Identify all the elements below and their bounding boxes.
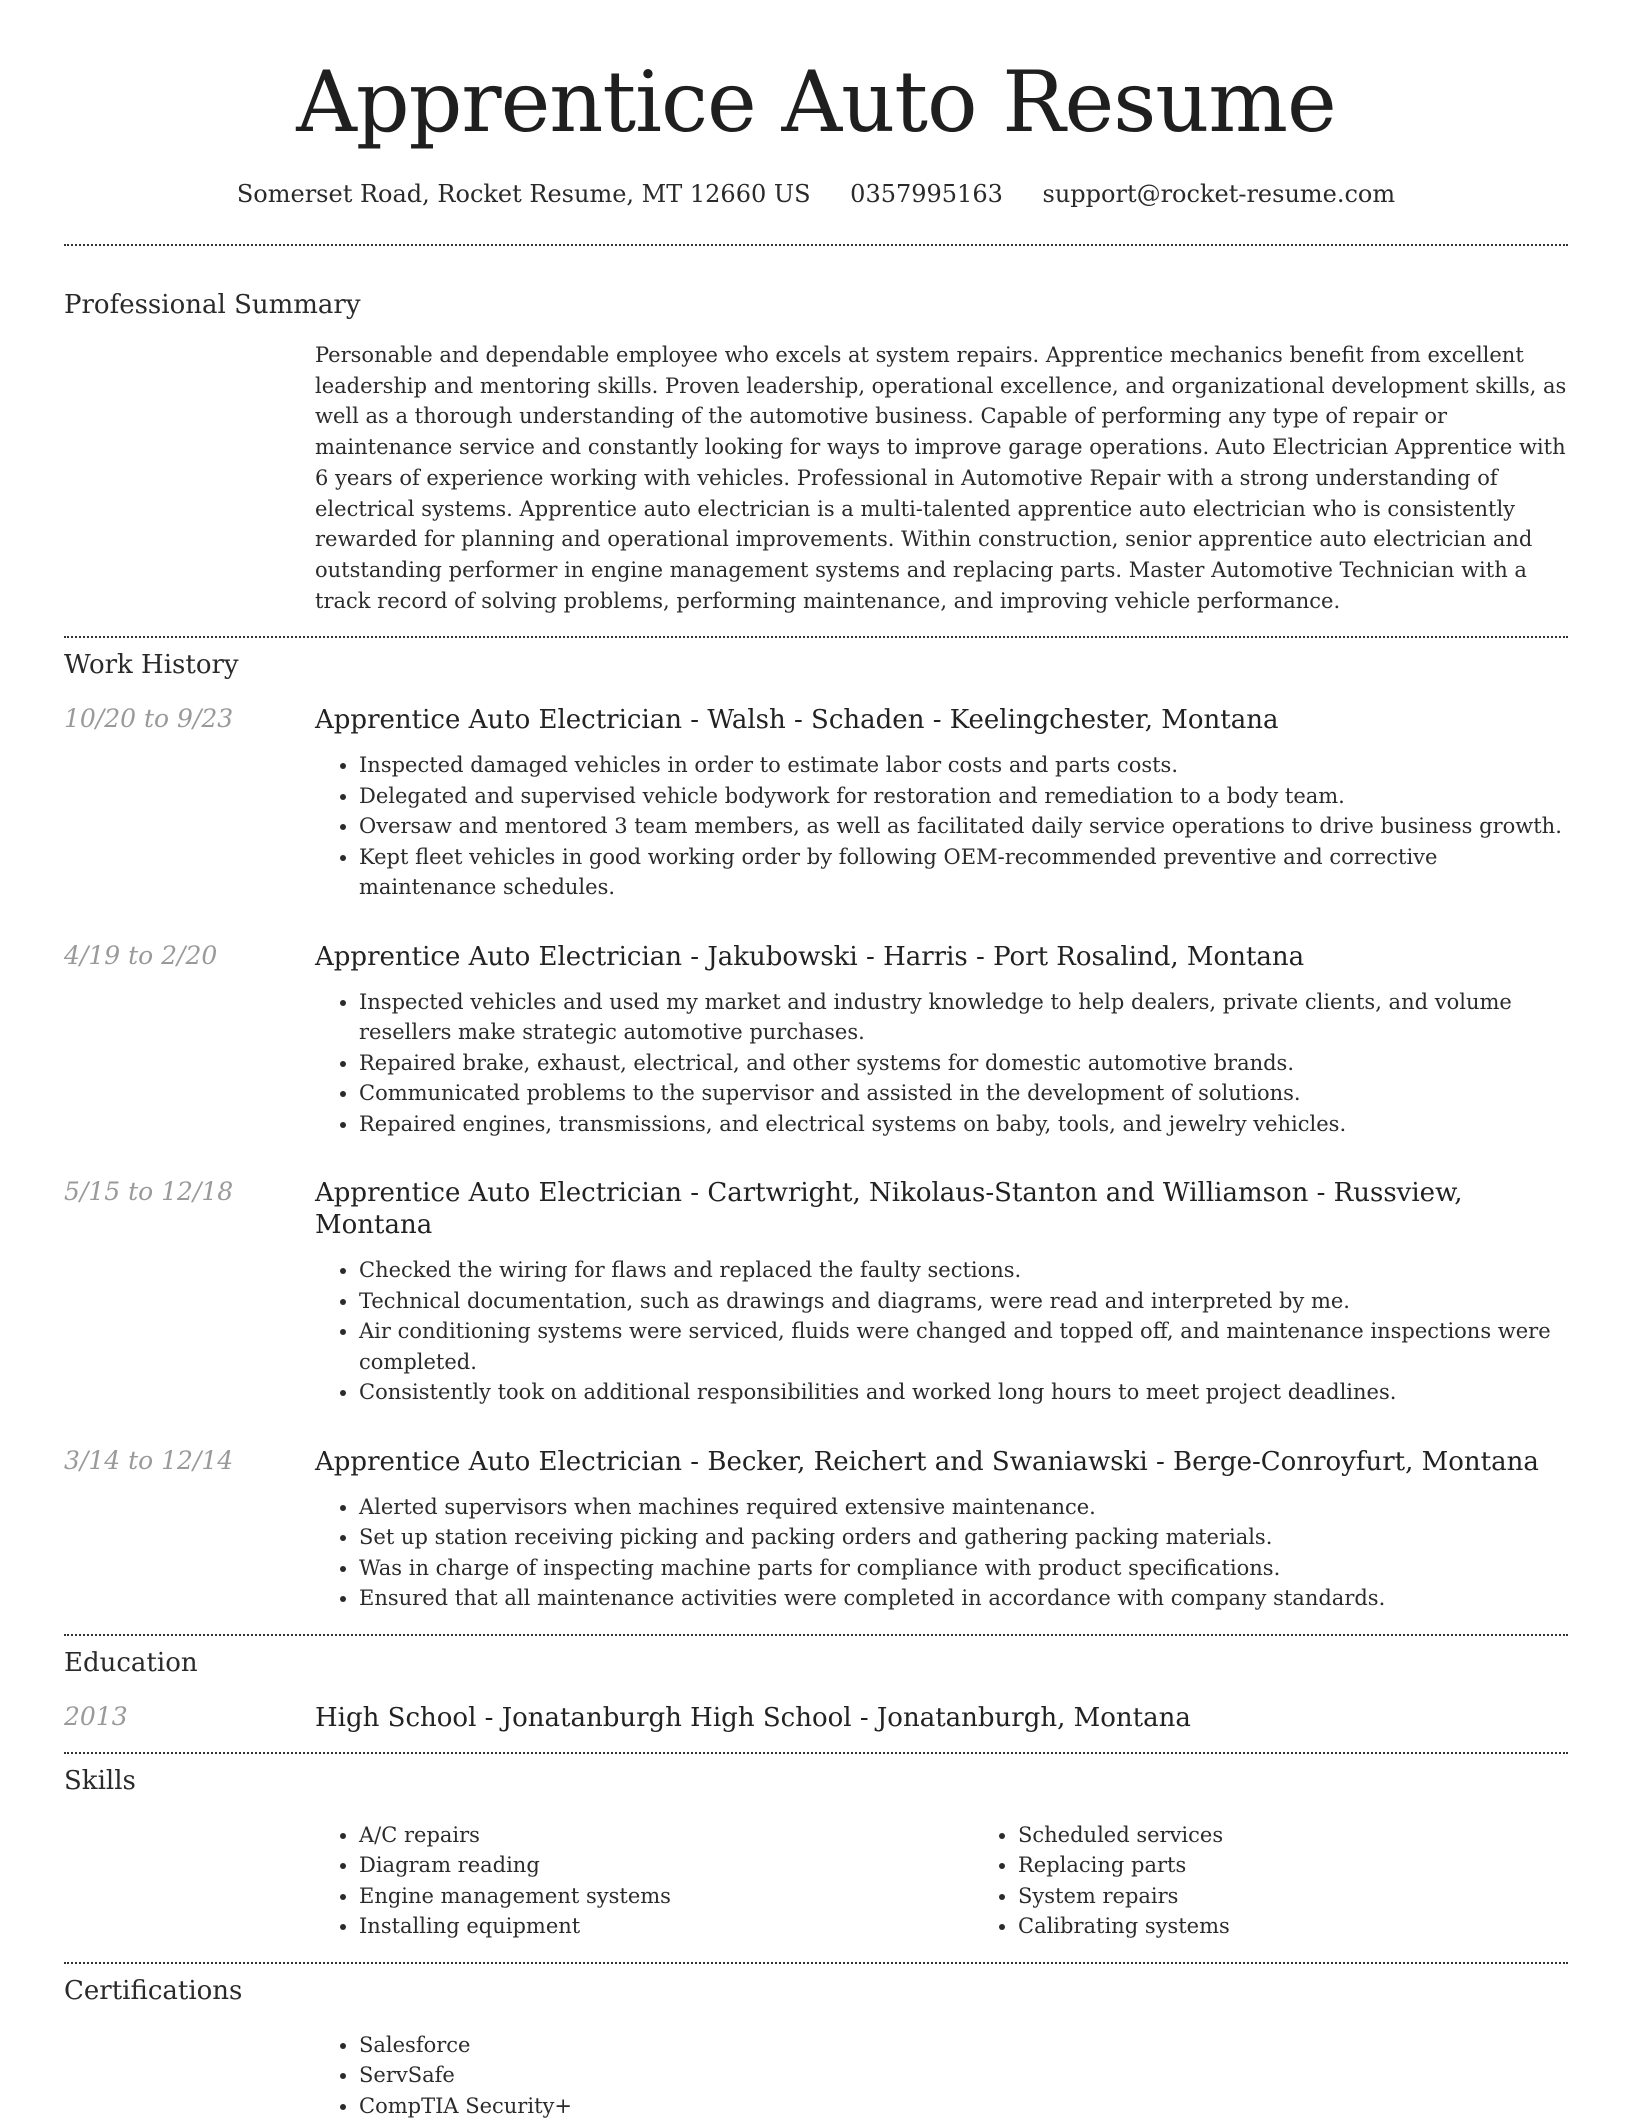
skills-list-right [974,1820,1632,1942]
job-bullet: • Communicated problems to the supervisor and assisted in the development of solutions. [359,1078,1568,1109]
job-dates: 5/15 to 12/18 [64,1177,234,1207]
job-dates: 3/14 to 12/14 [64,1445,234,1475]
skill-item: • System repairs [1018,1881,1632,1912]
job-bullet: • Checked the wiring for flaws and replaced the faulty sections. [359,1255,1568,1286]
job-bullet: • Inspected damaged vehicles in order to estimate labor costs and parts costs. [359,750,1568,781]
job-bullet: • Consistently took on additional responsibilities and worked long hours to meet project deadlines. [359,1377,1568,1408]
contact-address: Somerset Road, Rocket Resume, MT 12660 US [236,180,811,208]
job-dates: 10/20 to 9/23 [64,704,234,734]
job-dates: 4/19 to 2/20 [64,940,218,970]
contact-phone: 0357995163 [850,180,1003,208]
work-history-heading: Work History [64,650,239,681]
certifications-list [315,2030,1568,2121]
skill-item: • Installing equipment [359,1911,974,1942]
skills-row [64,1820,1568,1942]
job-title: Apprentice Auto Electrician - Jakubowski - Harris - Port Rosalind, Montana [315,941,1305,972]
contact-email: support@rocket-resume.com [1042,180,1396,208]
certifications-row [64,2030,1568,2121]
skill-item: • Engine management systems [359,1881,974,1912]
skill-item: • Calibrating systems [1018,1911,1632,1942]
job-bullet: • Air conditioning systems were serviced, fluids were changed and topped off, and maintenance inspections were completed. [359,1316,1568,1377]
skills-list-left [315,1820,974,1942]
job-bullet: • Delegated and supervised vehicle bodywork for restoration and remediation to a body team. [359,781,1568,812]
job-bullets [315,1492,1568,1614]
job-bullet: • Repaired brake, exhaust, electrical, and other systems for domestic automotive brands. [359,1048,1568,1079]
certifications-heading: Certifications [64,1975,243,2006]
job-bullet: • Oversaw and mentored 3 team members, as well as facilitated daily service operations to drive business growth. [359,811,1568,842]
job-bullets [315,1255,1568,1408]
job-bullets [315,750,1568,903]
job-bullet: • Kept fleet vehicles in good working order by following OEM-recommended preventive and corrective maintenance schedules. [359,842,1568,903]
skill-item: • Scheduled services [1018,1820,1632,1851]
job-entry [64,941,1568,1140]
education-heading: Education [64,1647,198,1678]
job-title: Apprentice Auto Electrician - Walsh - Schaden - Keelingchester, Montana [315,705,1279,736]
job-bullet: • Technical documentation, such as drawings and diagrams, were read and interpreted by me. [359,1286,1568,1317]
divider [64,1634,1568,1636]
summary-heading: Professional Summary [64,290,361,320]
divider [64,636,1568,638]
job-title: Apprentice Auto Electrician - Becker, Reichert and Swaniawski - Berge-Conroyfurt, Montana [315,1446,1539,1477]
education-title: High School - Jonatanburgh High School - Jonatanburgh, Montana [315,1702,1191,1733]
education-year: 2013 [64,1701,128,1731]
job-bullet: • Ensured that all maintenance activities were completed in accordance with company standards. [359,1583,1568,1614]
summary-text: Personable and dependable employee who excels at system repairs. Apprentice mechanics benefit from excellent leadership and mentoring skills. Proven leadership, operational excellence, and organizational development skills, as well as a thorough understanding of the automotive business. Capable of performing any type of repair or maintenance service and constantly looking for ways to improve garage operations. Auto Electrician Apprentice with 6 years of experience working with vehicles. Professional in Automotive Repair with a strong understanding of electrical systems. Apprentice auto electrician is a multi-talented apprentice auto electrician who is consistently rewarded for planning and operational improvements. Within construction, senior apprentice auto electrician and outstanding performer in engine management systems and replacing parts. Master Automotive Technician with a track record of solving problems, performing maintenance, and improving vehicle performance. [315,343,1567,613]
resume-page [64,0,1568,2121]
summary-row [64,340,1568,616]
job-bullet: • Inspected vehicles and used my market and industry knowledge to help dealers, private clients, and volume resellers make strategic automotive purchases. [359,987,1568,1048]
skill-item: • Replacing parts [1018,1850,1632,1881]
skills-columns [315,1820,1632,1942]
contact-line [64,180,1568,208]
job-entry [64,704,1568,903]
job-bullets [315,987,1568,1140]
divider [64,1962,1568,1964]
certification-item: • Salesforce [359,2030,1568,2061]
certification-item: • ServSafe [359,2060,1568,2091]
job-title: Apprentice Auto Electrician - Cartwright, Nikolaus-Stanton and Williamson - Russview, Montana [315,1178,1463,1241]
job-entry [64,1177,1568,1408]
divider [64,1752,1568,1754]
skill-item: • Diagram reading [359,1850,974,1881]
job-bullet: • Alerted supervisors when machines required extensive maintenance. [359,1492,1568,1523]
resume-name: Apprentice Auto Resume [296,53,1336,151]
job-bullet: • Was in charge of inspecting machine parts for compliance with product specifications. [359,1553,1568,1584]
job-bullet: • Set up station receiving picking and packing orders and gathering packing materials. [359,1522,1568,1553]
job-bullet: • Repaired engines, transmissions, and electrical systems on baby, tools, and jewelry vehicles. [359,1109,1568,1140]
skill-item: • A/C repairs [359,1820,974,1851]
divider [64,244,1568,246]
education-entry [64,1702,1568,1734]
skills-heading: Skills [64,1765,136,1796]
job-entry [64,1446,1568,1614]
certification-item: • CompTIA Security+ [359,2091,1568,2121]
